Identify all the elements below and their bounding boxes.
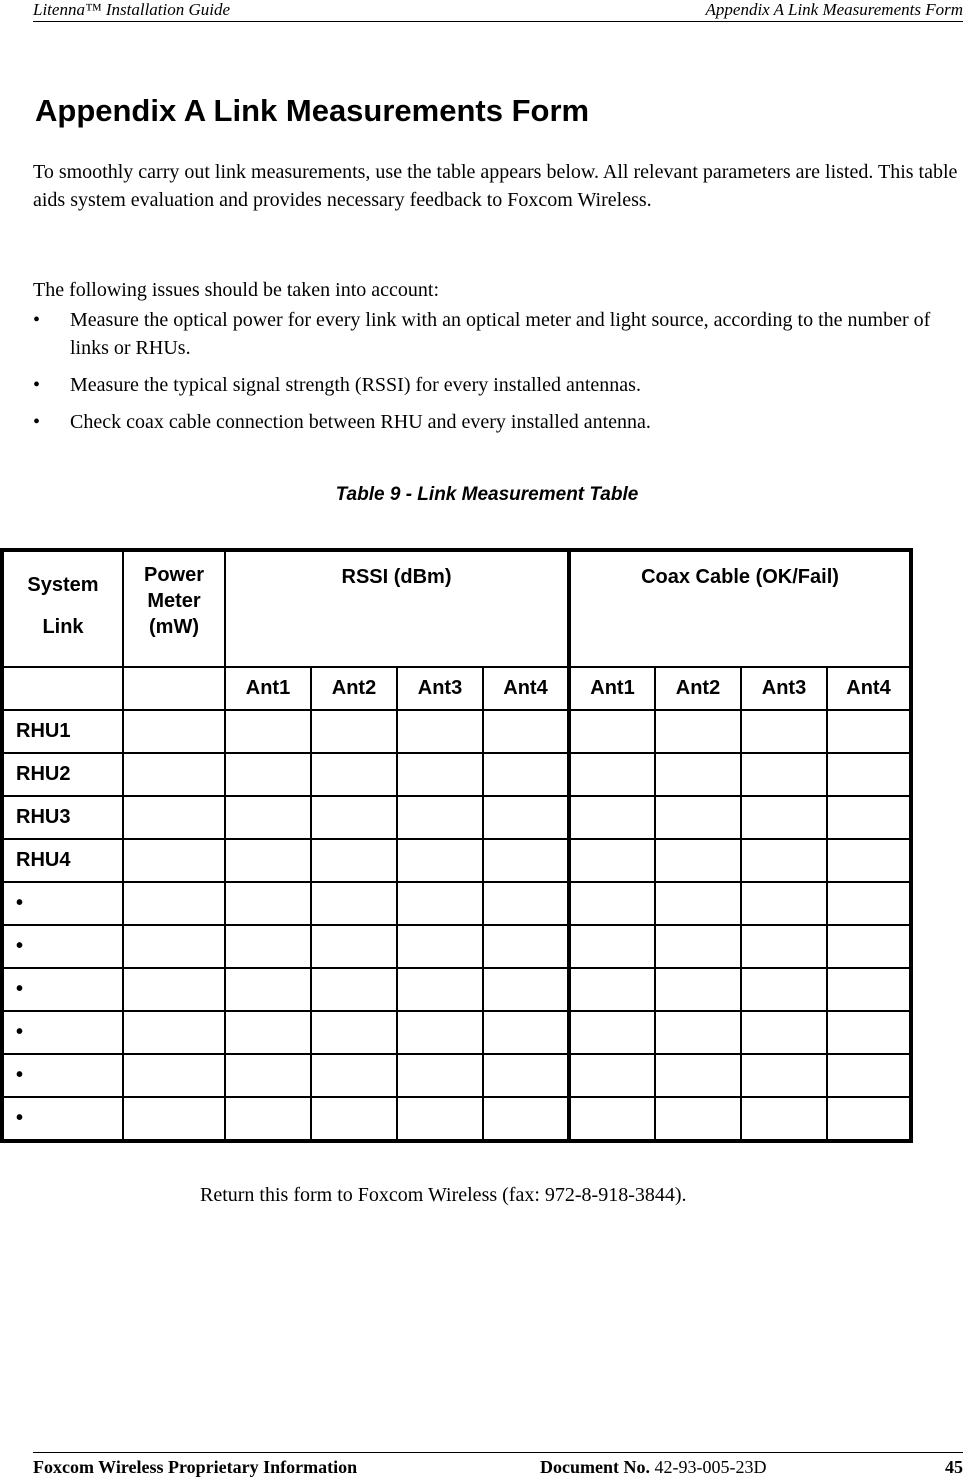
row-label: •: [2, 1011, 123, 1054]
table-cell: [397, 710, 483, 753]
table-cell: [225, 968, 311, 1011]
table-row: [2, 1054, 911, 1097]
table-cell: [655, 968, 741, 1011]
table-cell: [655, 882, 741, 925]
page-footer: [33, 1452, 963, 1480]
list-item-text: Check coax cable connection between RHU and every installed antenna.: [70, 411, 651, 433]
table-cell: [655, 1011, 741, 1054]
table-cell: [311, 796, 397, 839]
table-cell: [827, 753, 911, 796]
table-cell: [123, 1054, 225, 1097]
antenna-header: Ant3: [397, 667, 483, 710]
row-label: •: [2, 1097, 123, 1141]
table-cell: [123, 925, 225, 968]
bullet-icon: •: [33, 411, 41, 433]
table-row: [2, 839, 911, 882]
table-cell: [311, 1011, 397, 1054]
table-cell: [655, 753, 741, 796]
table-cell: [741, 753, 827, 796]
antenna-header: Ant2: [311, 667, 397, 710]
page-header: [33, 0, 963, 22]
table-cell: [741, 882, 827, 925]
table-cell: [123, 710, 225, 753]
table-cell: [827, 796, 911, 839]
table-cell: [741, 1054, 827, 1097]
footer-proprietary: Foxcom Wireless Proprietary Information: [33, 1457, 358, 1477]
table-cell: [311, 1097, 397, 1141]
table-cell: [827, 1097, 911, 1141]
issues-list: [33, 306, 968, 445]
table-cell: [827, 710, 911, 753]
row-label: •: [2, 1054, 123, 1097]
header-power-meter: Power Meter (mW): [123, 550, 225, 667]
table-cell: [311, 925, 397, 968]
table-cell: [397, 882, 483, 925]
row-label: RHU4: [2, 839, 123, 882]
table-cell: [483, 1097, 569, 1141]
link-measurement-table: [0, 548, 913, 1143]
table-cell: [655, 925, 741, 968]
header-rssi: RSSI (dBm): [225, 550, 569, 667]
table-cell: [397, 753, 483, 796]
table-cell: [569, 839, 655, 882]
table-cell: [225, 925, 311, 968]
row-label: •: [2, 925, 123, 968]
table-cell: [655, 1054, 741, 1097]
header-system-link: System Link: [2, 550, 123, 667]
table-cell: [225, 710, 311, 753]
antenna-header: Ant4: [827, 667, 911, 710]
antenna-header: Ant4: [483, 667, 569, 710]
table-cell: [569, 1054, 655, 1097]
table-row: [2, 753, 911, 796]
table-cell: [569, 1011, 655, 1054]
header-guide-title: Litenna™ Installation Guide: [33, 0, 231, 19]
table-row: [2, 710, 911, 753]
table-cell: [397, 796, 483, 839]
table-cell: [827, 1011, 911, 1054]
row-label: •: [2, 882, 123, 925]
table-cell: [569, 710, 655, 753]
table-cell: [225, 796, 311, 839]
table-caption: Table 9 - Link Measurement Table: [335, 484, 639, 505]
page-title: Appendix A Link Measurements Form: [35, 93, 590, 128]
table-cell: [311, 882, 397, 925]
table-cell: [483, 839, 569, 882]
bullet-icon: •: [33, 309, 41, 331]
table-cell: [311, 839, 397, 882]
row-label: •: [2, 968, 123, 1011]
table-row: [2, 796, 911, 839]
list-item: [33, 306, 968, 362]
table-row: [2, 882, 911, 925]
table-cell: [655, 710, 741, 753]
table-cell: [741, 968, 827, 1011]
table-cell: [225, 1054, 311, 1097]
page-number: 45: [945, 1457, 963, 1477]
table-cell: [311, 1054, 397, 1097]
table-cell: [569, 925, 655, 968]
table-cell: [569, 882, 655, 925]
table-cell: [741, 1097, 827, 1141]
list-item-text: Measure the typical signal strength (RSSI) for every installed antennas.: [70, 374, 641, 396]
table-row: [2, 968, 911, 1011]
table-cell: [483, 796, 569, 839]
row-label: RHU1: [2, 710, 123, 753]
table-cell: [225, 839, 311, 882]
table-cell: [123, 968, 225, 1011]
intro-paragraph: To smoothly carry out link measurements, use the table appears below. All relevant parameters are listed. This table aids system evaluation and provides necessary feedback to Foxcom Wireless.: [33, 161, 958, 211]
table-cell: [569, 753, 655, 796]
antenna-header: Ant2: [655, 667, 741, 710]
table-cell: [655, 1097, 741, 1141]
table-cell: [741, 796, 827, 839]
table-cell: [397, 1011, 483, 1054]
table-cell: [123, 1011, 225, 1054]
table-cell: [397, 1054, 483, 1097]
table-cell: [483, 925, 569, 968]
table-cell: [483, 710, 569, 753]
header-coax-cable: Coax Cable (OK/Fail): [569, 550, 911, 667]
table-cell: [483, 882, 569, 925]
row-label: RHU2: [2, 753, 123, 796]
table-cell: [123, 839, 225, 882]
footer-document-number: Document No. 42-93-005-23D: [540, 1457, 767, 1477]
row-label: RHU3: [2, 796, 123, 839]
table-cell: [569, 968, 655, 1011]
antenna-header: Ant1: [569, 667, 655, 710]
table-cell: [397, 839, 483, 882]
table-cell: [123, 796, 225, 839]
table-cell: [311, 753, 397, 796]
table-cell: [827, 925, 911, 968]
table-cell: [311, 710, 397, 753]
table-cell: [123, 882, 225, 925]
table-cell: [741, 925, 827, 968]
table-cell: [827, 968, 911, 1011]
bullet-icon: •: [33, 374, 41, 396]
header-empty-cell: [123, 667, 225, 710]
table-cell: [483, 1011, 569, 1054]
header-empty-cell: [2, 667, 123, 710]
list-item: [33, 408, 968, 436]
table-cell: [123, 753, 225, 796]
return-note: Return this form to Foxcom Wireless (fax: 972-8-918-3844).: [200, 1184, 687, 1206]
header-section-title: Appendix A Link Measurements Form: [705, 0, 963, 19]
issues-intro: The following issues should be taken into account:: [33, 279, 440, 301]
table-cell: [225, 753, 311, 796]
table-cell: [655, 796, 741, 839]
table-cell: [311, 968, 397, 1011]
table-cell: [483, 968, 569, 1011]
table-cell: [397, 968, 483, 1011]
table-cell: [397, 925, 483, 968]
table-cell: [569, 1097, 655, 1141]
table-cell: [483, 753, 569, 796]
table-cell: [225, 1097, 311, 1141]
table-cell: [483, 1054, 569, 1097]
table-cell: [827, 839, 911, 882]
table-cell: [225, 882, 311, 925]
table-row: [2, 925, 911, 968]
table-cell: [827, 1054, 911, 1097]
table-cell: [569, 796, 655, 839]
table-cell: [655, 839, 741, 882]
list-item-text: Measure the optical power for every link with an optical meter and light source, according to the number of links or RHUs.: [70, 309, 931, 359]
table-row: [2, 1011, 911, 1054]
antenna-header: Ant1: [225, 667, 311, 710]
antenna-header: Ant3: [741, 667, 827, 710]
table-cell: [397, 1097, 483, 1141]
table-cell: [827, 882, 911, 925]
table-cell: [741, 839, 827, 882]
table-cell: [225, 1011, 311, 1054]
table-row: [2, 1097, 911, 1141]
table-cell: [741, 1011, 827, 1054]
list-item: [33, 371, 968, 399]
table-cell: [741, 710, 827, 753]
table-cell: [123, 1097, 225, 1141]
